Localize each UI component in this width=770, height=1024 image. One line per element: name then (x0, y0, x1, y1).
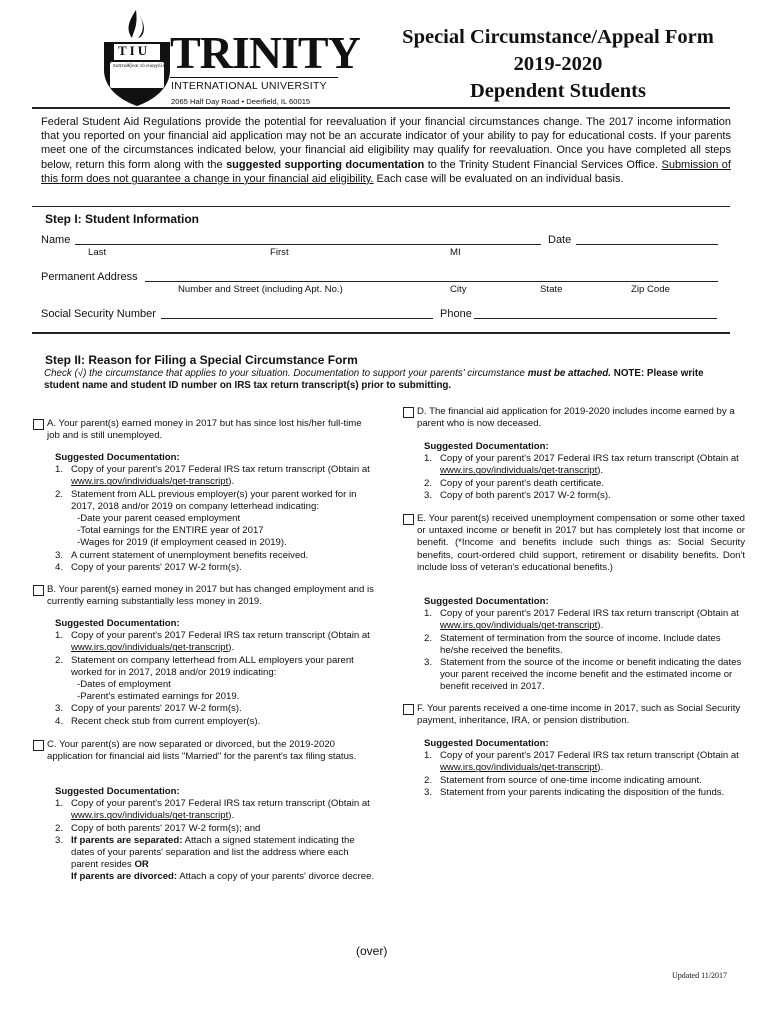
logo-address: 2065 Half Day Road • Deerfield, IL 60015 (171, 97, 311, 106)
address-field[interactable] (145, 281, 718, 282)
checkbox-e[interactable] (403, 514, 414, 525)
name-field[interactable] (75, 244, 541, 245)
street-caption: Number and Street (including Apt. No.) (178, 284, 343, 295)
list-item: 4. Copy of your parents' 2017 W-2 form(s). (55, 561, 242, 573)
list-item: 2. Statement from ALL previous employer(s) your parent worked for in 2017, 2018 and/or 2019 on company letterhead indicating: (55, 488, 357, 512)
logo-seal-text: πιστευθῆναι τὸ εὐαγγέλιον (112, 63, 170, 69)
step-divider (32, 332, 730, 334)
item-d-head: D. The financial aid application for 2019-2020 includes income earned by a parent who is now deceased. (417, 406, 735, 430)
item-d-docs (424, 441, 744, 502)
irs-link[interactable]: www.irs.gov/individuals/get-transcript (71, 642, 229, 654)
list-item: 3. Statement from your parents indicating the disposition of the funds. (424, 786, 725, 798)
logo-seal-year: 1 THESS. 2:4 (120, 80, 142, 84)
logo-subtitle: INTERNATIONAL UNIVERSITY (171, 80, 327, 92)
list-item: 3. A current statement of unemployment benefits received. (55, 549, 309, 561)
form-title-year: 2019-2020 (513, 53, 603, 75)
list-item: 3. Copy of both parent's 2017 W-2 form(s). (424, 489, 611, 501)
item-b-doc-label: Suggested Documentation: (55, 618, 180, 629)
checkbox-f[interactable] (403, 704, 414, 715)
list-item: 2. Copy of your parent's death certificate. (424, 477, 604, 489)
header-divider (32, 107, 730, 109)
logo-monogram: TIU (118, 43, 151, 58)
over-note: (over) (356, 944, 388, 958)
date-field[interactable] (576, 244, 718, 245)
list-item: 2. Statement on company letterhead from ALL employers your parent worked for in 2017, 2018 and/or 2019 indicating: (55, 654, 354, 678)
checkbox-b[interactable] (33, 585, 44, 596)
name-row (41, 234, 70, 246)
list-item: 1. Copy of your parent's 2017 Federal IRS tax return transcript (Obtain at www.irs.gov/individuals/get-transcript). (424, 608, 739, 632)
list-item: 2. Copy of both parents' 2017 W-2 form(s); and (55, 822, 261, 834)
list-item: 2. Statement from source of one-time income indicating amount. (424, 774, 702, 786)
last-name-caption: Last (88, 247, 107, 258)
item-c-doc-label: Suggested Documentation: (55, 786, 180, 797)
list-subitem: -Parent's estimated earnings for 2019. (77, 691, 240, 703)
item-a-head: A. Your parent(s) earned money in 2017 but has since lost his/her full-time job and is still unemployed. (47, 418, 362, 442)
item-c-docs (55, 786, 375, 884)
list-item: 1. Copy of your parent's 2017 Federal IRS tax return transcript (Obtain at www.irs.gov/individuals/get-transcript). (55, 798, 370, 822)
address-label: Permanent Address (41, 271, 138, 283)
step2-instructions: Check (√) the circumstance that applies to your situation. Documentation to support your parents' circumstance must be attached. NOTE: Please write student name and student ID number on IRS tax return transcript(s) prior to submitting. (44, 368, 704, 391)
list-subitem: -Dates of employment (77, 679, 171, 691)
city-caption: City (450, 284, 467, 295)
intro-divider (32, 206, 730, 207)
list-item: 3. Copy of your parents' 2017 W-2 form(s). (55, 703, 242, 715)
irs-link[interactable]: www.irs.gov/individuals/get-transcript (440, 465, 598, 477)
list-item: 1. Copy of your parent's 2017 Federal IRS tax return transcript (Obtain at www.irs.gov/individuals/get-transcript). (55, 630, 370, 654)
form-title-line1: Special Circumstance/Appeal Form (402, 26, 714, 48)
checkbox-c[interactable] (33, 740, 44, 751)
form-title (380, 24, 736, 105)
list-item: 3. Statement from the source of the income or benefit indicating the dates your parent received the income benefit and the estimated income or benefit received in 2017. (424, 657, 742, 693)
checkbox-a[interactable] (33, 419, 44, 430)
list-item: 2. Statement of termination from the source of income. Include dates he/she received the benefits. (424, 632, 721, 656)
first-name-caption: First (270, 247, 289, 258)
name-label: Name (41, 234, 71, 246)
irs-link[interactable]: www.irs.gov/individuals/get-transcript (71, 810, 229, 822)
date-label: Date (548, 234, 572, 246)
logo-name: TRINITY (170, 27, 360, 78)
step2-title: Step II: Reason for Filing a Special Circumstance Form (45, 353, 358, 367)
list-subitem: -Wages for 2019 (if employment ceased in 2019). (77, 537, 287, 549)
zip-caption: Zip Code (631, 284, 670, 295)
state-caption: State (540, 284, 563, 295)
irs-link[interactable]: www.irs.gov/individuals/get-transcript (71, 476, 229, 488)
phone-label: Phone (440, 308, 472, 320)
checkbox-d[interactable] (403, 407, 414, 418)
list-item: 4. Recent check stub from current employer(s). (55, 715, 261, 727)
item-e-head: E. Your parent(s) received unemployment compensation or some other taxed or untaxed income or benefit in 2017 but has completely lost that income or benefit. (*Income and benefits include such things as: Social Security benefits, court-ordered child support, retirement or disability benefits. Don't include loss of veteran's educational benefits.) (417, 513, 745, 573)
item-f-head: F. Your parents received a one-time income in 2017, such as Social Security payment, inheritance, IRA, or pension distribution. (417, 703, 741, 727)
ssn-label: Social Security Number (41, 308, 156, 320)
item-f-doc-label: Suggested Documentation: (424, 738, 549, 749)
item-f-docs (424, 738, 744, 799)
phone-field[interactable] (474, 318, 717, 319)
intro-paragraph: Federal Student Aid Regulations provide the potential for reevaluation if your financial circumstances change. The 2017 income information that you reported on your financial aid application may not be an accurate indicator of your ability to pay for educational costs. If your parents meet one of the circumstances indicated below, your financial aid eligibility may qualify for reevaluation. Once you have completed all steps below, return this form along with the suggested supporting documentation to the Trinity Student Financial Services Office. Submission of this form does not guarantee a change in your financial aid eligibility. Each case will be evaluated on an individual basis. (41, 116, 731, 185)
middle-initial-caption: MI (450, 247, 461, 258)
irs-link[interactable]: www.irs.gov/individuals/get-transcript (440, 762, 598, 774)
form-title-line3: Dependent Students (470, 80, 646, 102)
list-subitem: -Date your parent ceased employment (77, 513, 241, 525)
item-b-docs (55, 618, 375, 728)
updated-date: Updated 11/2017 (672, 971, 728, 980)
list-item: 1. Copy of your parent's 2017 Federal IRS tax return transcript (Obtain at www.irs.gov/individuals/get-transcript). (55, 464, 370, 488)
item-e-docs (424, 596, 744, 694)
item-a-docs (55, 452, 375, 574)
irs-link[interactable]: www.irs.gov/individuals/get-transcript (440, 620, 598, 632)
list-subitem: -Total earnings for the ENTIRE year of 2017 (77, 525, 264, 537)
ssn-field[interactable] (161, 318, 433, 319)
step1-title: Step I: Student Information (45, 212, 199, 226)
item-c-head: C. Your parent(s) are now separated or divorced, but the 2019-2020 application for financial aid lists "Married" for the parent's tax filing status. (47, 739, 357, 763)
list-item: 1. Copy of your parent's 2017 Federal IRS tax return transcript (Obtain at www.irs.gov/individuals/get-transcript). (424, 750, 739, 774)
item-a-doc-label: Suggested Documentation: (55, 452, 180, 463)
item-e-doc-label: Suggested Documentation: (424, 596, 549, 607)
item-d-doc-label: Suggested Documentation: (424, 441, 549, 452)
list-item: 3. If parents are separated: Attach a signed statement indicating the dates of your parents' separation and list the address where each parent resides OR If parents are divorced: Attach a copy of your parents' divorce decree. (55, 834, 375, 883)
list-item: 1. Copy of your parent's 2017 Federal IRS tax return transcript (Obtain at www.irs.gov/individuals/get-transcript). (424, 453, 739, 477)
item-b-head: B. Your parent(s) earned money in 2017 but has changed employment and is currently earning substantially less money in 2019. (47, 584, 374, 608)
